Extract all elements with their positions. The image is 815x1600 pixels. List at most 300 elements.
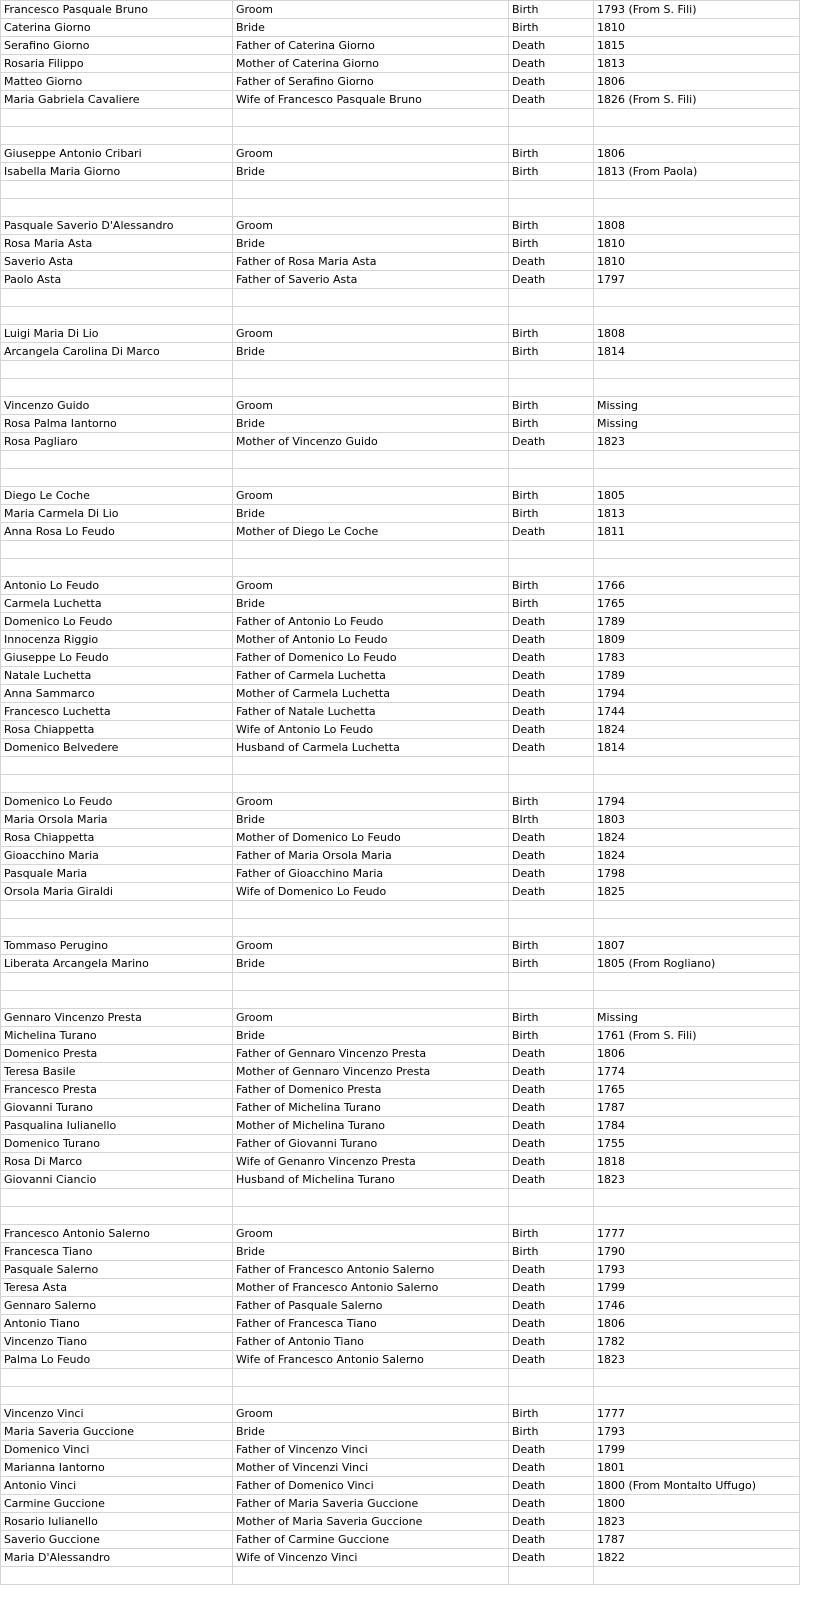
- relation-cell[interactable]: Father of Francesca Tiano: [233, 1315, 509, 1333]
- year-cell[interactable]: 1800 (From Montalto Uffugo): [594, 1477, 800, 1495]
- relation-cell[interactable]: Mother of Carmela Luchetta: [233, 685, 509, 703]
- name-cell[interactable]: [1, 361, 233, 379]
- relation-cell[interactable]: [233, 1189, 509, 1207]
- event-cell[interactable]: Birth: [509, 937, 594, 955]
- name-cell[interactable]: Rosa Di Marco: [1, 1153, 233, 1171]
- name-cell[interactable]: [1, 379, 233, 397]
- name-cell[interactable]: [1, 469, 233, 487]
- event-cell[interactable]: Death: [509, 667, 594, 685]
- year-cell[interactable]: [594, 289, 800, 307]
- name-cell[interactable]: Antonio Tiano: [1, 1315, 233, 1333]
- relation-cell[interactable]: Groom: [233, 1405, 509, 1423]
- relation-cell[interactable]: Groom: [233, 217, 509, 235]
- year-cell[interactable]: Missing: [594, 415, 800, 433]
- relation-cell[interactable]: [233, 181, 509, 199]
- year-cell[interactable]: 1810: [594, 19, 800, 37]
- relation-cell[interactable]: [233, 901, 509, 919]
- relation-cell[interactable]: Father of Caterina Giorno: [233, 37, 509, 55]
- year-cell[interactable]: Missing: [594, 397, 800, 415]
- event-cell[interactable]: Death: [509, 1333, 594, 1351]
- event-cell[interactable]: Death: [509, 73, 594, 91]
- event-cell[interactable]: Birth: [509, 1405, 594, 1423]
- event-cell[interactable]: Death: [509, 1495, 594, 1513]
- relation-cell[interactable]: Bride: [233, 343, 509, 361]
- relation-cell[interactable]: Groom: [233, 145, 509, 163]
- relation-cell[interactable]: Father of Domenico Presta: [233, 1081, 509, 1099]
- year-cell[interactable]: [594, 1567, 800, 1585]
- relation-cell[interactable]: Father of Vincenzo Vinci: [233, 1441, 509, 1459]
- event-cell[interactable]: [509, 757, 594, 775]
- name-cell[interactable]: Antonio Vinci: [1, 1477, 233, 1495]
- year-cell[interactable]: [594, 181, 800, 199]
- event-cell[interactable]: Death: [509, 433, 594, 451]
- name-cell[interactable]: Giuseppe Antonio Cribari: [1, 145, 233, 163]
- relation-cell[interactable]: Groom: [233, 487, 509, 505]
- name-cell[interactable]: Rosa Maria Asta: [1, 235, 233, 253]
- name-cell[interactable]: Maria Gabriela Cavaliere: [1, 91, 233, 109]
- name-cell[interactable]: Gennaro Salerno: [1, 1297, 233, 1315]
- year-cell[interactable]: [594, 559, 800, 577]
- event-cell[interactable]: Birth: [509, 1027, 594, 1045]
- relation-cell[interactable]: Wife of Francesco Pasquale Bruno: [233, 91, 509, 109]
- name-cell[interactable]: [1, 109, 233, 127]
- name-cell[interactable]: Serafino Giorno: [1, 37, 233, 55]
- relation-cell[interactable]: Mother of Domenico Lo Feudo: [233, 829, 509, 847]
- event-cell[interactable]: Death: [509, 1297, 594, 1315]
- year-cell[interactable]: 1790: [594, 1243, 800, 1261]
- event-cell[interactable]: Birth: [509, 595, 594, 613]
- name-cell[interactable]: Gioacchino Maria: [1, 847, 233, 865]
- name-cell[interactable]: [1, 1567, 233, 1585]
- event-cell[interactable]: [509, 127, 594, 145]
- year-cell[interactable]: 1784: [594, 1117, 800, 1135]
- year-cell[interactable]: [594, 1369, 800, 1387]
- year-cell[interactable]: 1814: [594, 343, 800, 361]
- relation-cell[interactable]: Groom: [233, 793, 509, 811]
- event-cell[interactable]: Death: [509, 1063, 594, 1081]
- event-cell[interactable]: Birth: [509, 145, 594, 163]
- year-cell[interactable]: 1824: [594, 847, 800, 865]
- name-cell[interactable]: Rosa Chiappetta: [1, 829, 233, 847]
- year-cell[interactable]: 1774: [594, 1063, 800, 1081]
- relation-cell[interactable]: Wife of Francesco Antonio Salerno: [233, 1351, 509, 1369]
- name-cell[interactable]: Maria D'Alessandro: [1, 1549, 233, 1567]
- relation-cell[interactable]: Mother of Vincenzi Vinci: [233, 1459, 509, 1477]
- year-cell[interactable]: 1799: [594, 1441, 800, 1459]
- event-cell[interactable]: [509, 289, 594, 307]
- relation-cell[interactable]: Father of Maria Saveria Guccione: [233, 1495, 509, 1513]
- relation-cell[interactable]: Bride: [233, 595, 509, 613]
- name-cell[interactable]: Vincenzo Guido: [1, 397, 233, 415]
- event-cell[interactable]: Birth: [509, 1243, 594, 1261]
- relation-cell[interactable]: Father of Giovanni Turano: [233, 1135, 509, 1153]
- relation-cell[interactable]: Bride: [233, 955, 509, 973]
- year-cell[interactable]: [594, 541, 800, 559]
- relation-cell[interactable]: Groom: [233, 1009, 509, 1027]
- relation-cell[interactable]: [233, 307, 509, 325]
- event-cell[interactable]: [509, 1369, 594, 1387]
- year-cell[interactable]: 1794: [594, 793, 800, 811]
- relation-cell[interactable]: Father of Pasquale Salerno: [233, 1297, 509, 1315]
- event-cell[interactable]: Birth: [509, 505, 594, 523]
- relation-cell[interactable]: Mother of Maria Saveria Guccione: [233, 1513, 509, 1531]
- event-cell[interactable]: Death: [509, 253, 594, 271]
- year-cell[interactable]: [594, 919, 800, 937]
- relation-cell[interactable]: Bride: [233, 235, 509, 253]
- name-cell[interactable]: [1, 1207, 233, 1225]
- event-cell[interactable]: Death: [509, 1477, 594, 1495]
- relation-cell[interactable]: [233, 289, 509, 307]
- event-cell[interactable]: Death: [509, 1351, 594, 1369]
- year-cell[interactable]: 1805: [594, 487, 800, 505]
- event-cell[interactable]: Death: [509, 1135, 594, 1153]
- name-cell[interactable]: Carmine Guccione: [1, 1495, 233, 1513]
- name-cell[interactable]: Domenico Presta: [1, 1045, 233, 1063]
- year-cell[interactable]: [594, 775, 800, 793]
- relation-cell[interactable]: Bride: [233, 505, 509, 523]
- relation-cell[interactable]: [233, 361, 509, 379]
- year-cell[interactable]: 1789: [594, 667, 800, 685]
- relation-cell[interactable]: Groom: [233, 1, 509, 19]
- event-cell[interactable]: Death: [509, 1315, 594, 1333]
- name-cell[interactable]: [1, 307, 233, 325]
- year-cell[interactable]: 1787: [594, 1531, 800, 1549]
- relation-cell[interactable]: Bride: [233, 811, 509, 829]
- relation-cell[interactable]: Bride: [233, 19, 509, 37]
- name-cell[interactable]: [1, 181, 233, 199]
- year-cell[interactable]: 1824: [594, 829, 800, 847]
- name-cell[interactable]: Saverio Guccione: [1, 1531, 233, 1549]
- year-cell[interactable]: 1800: [594, 1495, 800, 1513]
- name-cell[interactable]: [1, 919, 233, 937]
- name-cell[interactable]: [1, 559, 233, 577]
- year-cell[interactable]: 1806: [594, 73, 800, 91]
- year-cell[interactable]: 1813: [594, 505, 800, 523]
- name-cell[interactable]: [1, 289, 233, 307]
- name-cell[interactable]: Marianna Iantorno: [1, 1459, 233, 1477]
- year-cell[interactable]: 1823: [594, 1351, 800, 1369]
- relation-cell[interactable]: Father of Gennaro Vincenzo Presta: [233, 1045, 509, 1063]
- year-cell[interactable]: 1761 (From S. Fili): [594, 1027, 800, 1045]
- name-cell[interactable]: Diego Le Coche: [1, 487, 233, 505]
- year-cell[interactable]: 1777: [594, 1405, 800, 1423]
- event-cell[interactable]: Death: [509, 523, 594, 541]
- relation-cell[interactable]: Wife of Genanro Vincenzo Presta: [233, 1153, 509, 1171]
- year-cell[interactable]: 1810: [594, 235, 800, 253]
- name-cell[interactable]: Anna Sammarco: [1, 685, 233, 703]
- event-cell[interactable]: [509, 379, 594, 397]
- event-cell[interactable]: Death: [509, 1531, 594, 1549]
- relation-cell[interactable]: Father of Francesco Antonio Salerno: [233, 1261, 509, 1279]
- year-cell[interactable]: 1826 (From S. Fili): [594, 91, 800, 109]
- name-cell[interactable]: Liberata Arcangela Marino: [1, 955, 233, 973]
- relation-cell[interactable]: [233, 127, 509, 145]
- year-cell[interactable]: 1746: [594, 1297, 800, 1315]
- event-cell[interactable]: [509, 775, 594, 793]
- year-cell[interactable]: 1789: [594, 613, 800, 631]
- event-cell[interactable]: [509, 1189, 594, 1207]
- year-cell[interactable]: 1782: [594, 1333, 800, 1351]
- name-cell[interactable]: Francesco Presta: [1, 1081, 233, 1099]
- year-cell[interactable]: 1803: [594, 811, 800, 829]
- name-cell[interactable]: Matteo Giorno: [1, 73, 233, 91]
- event-cell[interactable]: Death: [509, 829, 594, 847]
- year-cell[interactable]: 1806: [594, 1315, 800, 1333]
- event-cell[interactable]: Death: [509, 1171, 594, 1189]
- event-cell[interactable]: [509, 469, 594, 487]
- name-cell[interactable]: Tommaso Perugino: [1, 937, 233, 955]
- year-cell[interactable]: [594, 1207, 800, 1225]
- year-cell[interactable]: 1815: [594, 37, 800, 55]
- event-cell[interactable]: Death: [509, 613, 594, 631]
- name-cell[interactable]: Pasquale Maria: [1, 865, 233, 883]
- relation-cell[interactable]: [233, 541, 509, 559]
- name-cell[interactable]: [1, 451, 233, 469]
- relation-cell[interactable]: [233, 1369, 509, 1387]
- name-cell[interactable]: Maria Orsola Maria: [1, 811, 233, 829]
- name-cell[interactable]: Caterina Giorno: [1, 19, 233, 37]
- year-cell[interactable]: 1765: [594, 595, 800, 613]
- name-cell[interactable]: Innocenza Riggio: [1, 631, 233, 649]
- event-cell[interactable]: [509, 991, 594, 1009]
- event-cell[interactable]: Birth: [509, 343, 594, 361]
- name-cell[interactable]: Pasquale Saverio D'Alessandro: [1, 217, 233, 235]
- year-cell[interactable]: 1810: [594, 253, 800, 271]
- year-cell[interactable]: 1798: [594, 865, 800, 883]
- year-cell[interactable]: [594, 1189, 800, 1207]
- event-cell[interactable]: Birth: [509, 1225, 594, 1243]
- event-cell[interactable]: Birth: [509, 19, 594, 37]
- relation-cell[interactable]: Bride: [233, 1027, 509, 1045]
- event-cell[interactable]: [509, 307, 594, 325]
- event-cell[interactable]: [509, 1567, 594, 1585]
- event-cell[interactable]: Death: [509, 37, 594, 55]
- name-cell[interactable]: [1, 1189, 233, 1207]
- relation-cell[interactable]: Father of Carmine Guccione: [233, 1531, 509, 1549]
- name-cell[interactable]: Pasqualina Iulianello: [1, 1117, 233, 1135]
- name-cell[interactable]: Maria Carmela Di Lio: [1, 505, 233, 523]
- year-cell[interactable]: [594, 451, 800, 469]
- year-cell[interactable]: 1744: [594, 703, 800, 721]
- name-cell[interactable]: Natale Luchetta: [1, 667, 233, 685]
- event-cell[interactable]: [509, 109, 594, 127]
- year-cell[interactable]: [594, 757, 800, 775]
- name-cell[interactable]: Domenico Belvedere: [1, 739, 233, 757]
- name-cell[interactable]: Giovanni Ciancio: [1, 1171, 233, 1189]
- year-cell[interactable]: [594, 1387, 800, 1405]
- relation-cell[interactable]: Father of Domenico Vinci: [233, 1477, 509, 1495]
- relation-cell[interactable]: Bride: [233, 1243, 509, 1261]
- name-cell[interactable]: Francesco Pasquale Bruno: [1, 1, 233, 19]
- year-cell[interactable]: 1808: [594, 325, 800, 343]
- year-cell[interactable]: 1814: [594, 739, 800, 757]
- year-cell[interactable]: 1825: [594, 883, 800, 901]
- relation-cell[interactable]: Mother of Diego Le Coche: [233, 523, 509, 541]
- name-cell[interactable]: Gennaro Vincenzo Presta: [1, 1009, 233, 1027]
- name-cell[interactable]: Domenico Vinci: [1, 1441, 233, 1459]
- year-cell[interactable]: 1811: [594, 523, 800, 541]
- name-cell[interactable]: Francesco Antonio Salerno: [1, 1225, 233, 1243]
- name-cell[interactable]: [1, 541, 233, 559]
- event-cell[interactable]: Death: [509, 847, 594, 865]
- event-cell[interactable]: Birth: [509, 163, 594, 181]
- event-cell[interactable]: Birth: [509, 955, 594, 973]
- year-cell[interactable]: [594, 109, 800, 127]
- relation-cell[interactable]: [233, 757, 509, 775]
- event-cell[interactable]: Death: [509, 883, 594, 901]
- event-cell[interactable]: [509, 181, 594, 199]
- year-cell[interactable]: 1806: [594, 145, 800, 163]
- event-cell[interactable]: Death: [509, 685, 594, 703]
- name-cell[interactable]: Luigi Maria Di Lio: [1, 325, 233, 343]
- year-cell[interactable]: [594, 901, 800, 919]
- relation-cell[interactable]: Father of Carmela Luchetta: [233, 667, 509, 685]
- name-cell[interactable]: Rosa Palma Iantorno: [1, 415, 233, 433]
- event-cell[interactable]: Death: [509, 1117, 594, 1135]
- year-cell[interactable]: Missing: [594, 1009, 800, 1027]
- event-cell[interactable]: [509, 451, 594, 469]
- year-cell[interactable]: 1793: [594, 1423, 800, 1441]
- relation-cell[interactable]: Father of Maria Orsola Maria: [233, 847, 509, 865]
- year-cell[interactable]: 1765: [594, 1081, 800, 1099]
- name-cell[interactable]: Domenico Lo Feudo: [1, 793, 233, 811]
- event-cell[interactable]: Death: [509, 703, 594, 721]
- name-cell[interactable]: Paolo Asta: [1, 271, 233, 289]
- relation-cell[interactable]: Father of Natale Luchetta: [233, 703, 509, 721]
- name-cell[interactable]: Rosa Chiappetta: [1, 721, 233, 739]
- relation-cell[interactable]: [233, 1387, 509, 1405]
- relation-cell[interactable]: [233, 973, 509, 991]
- year-cell[interactable]: 1822: [594, 1549, 800, 1567]
- event-cell[interactable]: Birth: [509, 1, 594, 19]
- year-cell[interactable]: 1813 (From Paola): [594, 163, 800, 181]
- relation-cell[interactable]: Father of Domenico Lo Feudo: [233, 649, 509, 667]
- name-cell[interactable]: Francesca Tiano: [1, 1243, 233, 1261]
- year-cell[interactable]: 1824: [594, 721, 800, 739]
- name-cell[interactable]: Giovanni Turano: [1, 1099, 233, 1117]
- relation-cell[interactable]: Father of Antonio Tiano: [233, 1333, 509, 1351]
- year-cell[interactable]: [594, 379, 800, 397]
- name-cell[interactable]: Teresa Basile: [1, 1063, 233, 1081]
- year-cell[interactable]: 1823: [594, 433, 800, 451]
- name-cell[interactable]: Arcangela Carolina Di Marco: [1, 343, 233, 361]
- event-cell[interactable]: [509, 541, 594, 559]
- relation-cell[interactable]: [233, 199, 509, 217]
- name-cell[interactable]: Giuseppe Lo Feudo: [1, 649, 233, 667]
- name-cell[interactable]: [1, 901, 233, 919]
- relation-cell[interactable]: [233, 1207, 509, 1225]
- name-cell[interactable]: [1, 199, 233, 217]
- event-cell[interactable]: Death: [509, 91, 594, 109]
- relation-cell[interactable]: Groom: [233, 1225, 509, 1243]
- relation-cell[interactable]: Mother of Vincenzo Guido: [233, 433, 509, 451]
- event-cell[interactable]: Death: [509, 55, 594, 73]
- year-cell[interactable]: 1794: [594, 685, 800, 703]
- year-cell[interactable]: 1777: [594, 1225, 800, 1243]
- year-cell[interactable]: [594, 469, 800, 487]
- event-cell[interactable]: Birth: [509, 577, 594, 595]
- event-cell[interactable]: [509, 199, 594, 217]
- event-cell[interactable]: Death: [509, 1513, 594, 1531]
- name-cell[interactable]: Domenico Lo Feudo: [1, 613, 233, 631]
- name-cell[interactable]: Teresa Asta: [1, 1279, 233, 1297]
- relation-cell[interactable]: Wife of Domenico Lo Feudo: [233, 883, 509, 901]
- event-cell[interactable]: Death: [509, 631, 594, 649]
- year-cell[interactable]: 1766: [594, 577, 800, 595]
- relation-cell[interactable]: Groom: [233, 937, 509, 955]
- relation-cell[interactable]: Wife of Antonio Lo Feudo: [233, 721, 509, 739]
- relation-cell[interactable]: Mother of Gennaro Vincenzo Presta: [233, 1063, 509, 1081]
- year-cell[interactable]: 1801: [594, 1459, 800, 1477]
- name-cell[interactable]: Antonio Lo Feudo: [1, 577, 233, 595]
- event-cell[interactable]: Death: [509, 865, 594, 883]
- year-cell[interactable]: [594, 973, 800, 991]
- relation-cell[interactable]: Father of Rosa Maria Asta: [233, 253, 509, 271]
- event-cell[interactable]: Birth: [509, 1009, 594, 1027]
- relation-cell[interactable]: Father of Antonio Lo Feudo: [233, 613, 509, 631]
- name-cell[interactable]: [1, 991, 233, 1009]
- relation-cell[interactable]: [233, 109, 509, 127]
- relation-cell[interactable]: [233, 451, 509, 469]
- name-cell[interactable]: Orsola Maria Giraldi: [1, 883, 233, 901]
- event-cell[interactable]: Death: [509, 1261, 594, 1279]
- event-cell[interactable]: Death: [509, 649, 594, 667]
- event-cell[interactable]: [509, 1387, 594, 1405]
- name-cell[interactable]: Francesco Luchetta: [1, 703, 233, 721]
- relation-cell[interactable]: Father of Gioacchino Maria: [233, 865, 509, 883]
- event-cell[interactable]: Birth: [509, 415, 594, 433]
- year-cell[interactable]: [594, 361, 800, 379]
- relation-cell[interactable]: Mother of Francesco Antonio Salerno: [233, 1279, 509, 1297]
- relation-cell[interactable]: Wife of Vincenzo Vinci: [233, 1549, 509, 1567]
- event-cell[interactable]: Death: [509, 1153, 594, 1171]
- name-cell[interactable]: Domenico Turano: [1, 1135, 233, 1153]
- year-cell[interactable]: [594, 307, 800, 325]
- relation-cell[interactable]: Groom: [233, 577, 509, 595]
- name-cell[interactable]: [1, 1369, 233, 1387]
- relation-cell[interactable]: [233, 919, 509, 937]
- event-cell[interactable]: Birth: [509, 325, 594, 343]
- relation-cell[interactable]: [233, 1567, 509, 1585]
- name-cell[interactable]: [1, 1387, 233, 1405]
- event-cell[interactable]: Death: [509, 1099, 594, 1117]
- relation-cell[interactable]: Husband of Carmela Luchetta: [233, 739, 509, 757]
- event-cell[interactable]: Birth: [509, 235, 594, 253]
- event-cell[interactable]: Death: [509, 1441, 594, 1459]
- event-cell[interactable]: [509, 973, 594, 991]
- year-cell[interactable]: 1787: [594, 1099, 800, 1117]
- relation-cell[interactable]: Father of Saverio Asta: [233, 271, 509, 289]
- event-cell[interactable]: [509, 1207, 594, 1225]
- year-cell[interactable]: 1807: [594, 937, 800, 955]
- year-cell[interactable]: 1806: [594, 1045, 800, 1063]
- relation-cell[interactable]: Mother of Caterina Giorno: [233, 55, 509, 73]
- year-cell[interactable]: 1793: [594, 1261, 800, 1279]
- relation-cell[interactable]: Bride: [233, 1423, 509, 1441]
- year-cell[interactable]: 1823: [594, 1171, 800, 1189]
- event-cell[interactable]: Birth: [509, 217, 594, 235]
- year-cell[interactable]: 1797: [594, 271, 800, 289]
- name-cell[interactable]: [1, 757, 233, 775]
- event-cell[interactable]: Death: [509, 739, 594, 757]
- year-cell[interactable]: [594, 127, 800, 145]
- year-cell[interactable]: 1808: [594, 217, 800, 235]
- year-cell[interactable]: 1823: [594, 1513, 800, 1531]
- year-cell[interactable]: 1818: [594, 1153, 800, 1171]
- event-cell[interactable]: Death: [509, 1549, 594, 1567]
- name-cell[interactable]: Maria Saveria Guccione: [1, 1423, 233, 1441]
- event-cell[interactable]: [509, 559, 594, 577]
